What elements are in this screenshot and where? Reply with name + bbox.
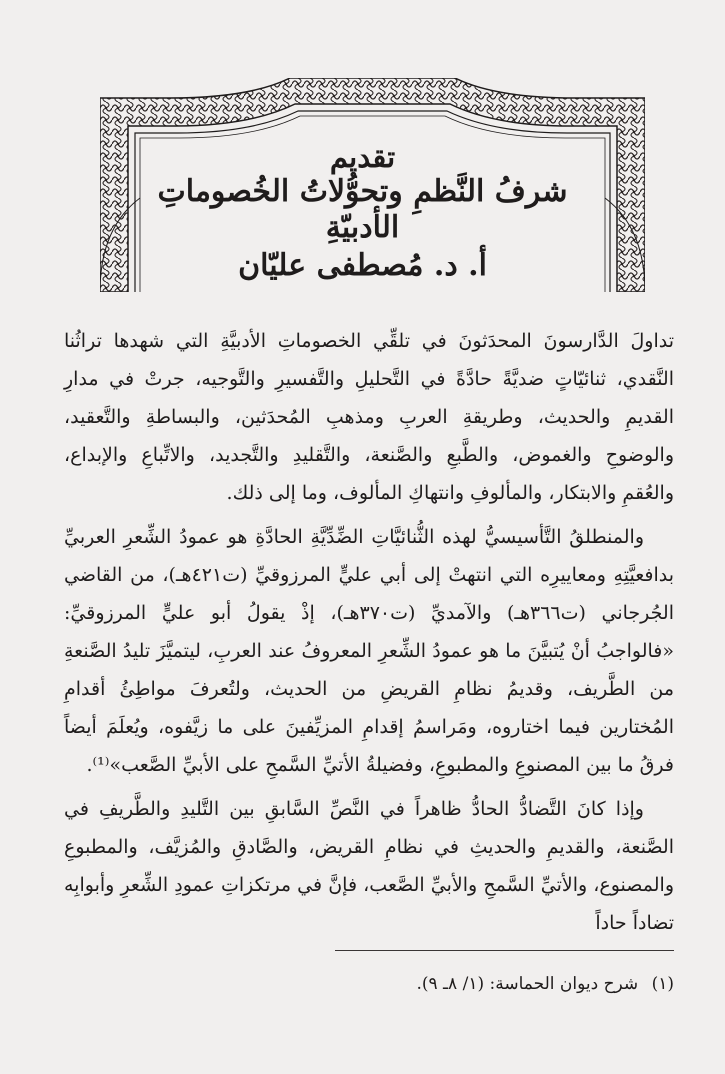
section-title: تقديم <box>329 140 396 174</box>
paragraph: وإذا كانَ التَّضادُّ الحادُّ ظاهراً في النَّصِّ السَّابقِ بين التَّليدِ والطَّريفِ في الصَّنعة، والقديمِ والحديثِ في نظامِ القريض، والصَّادقِ والمُزيَّف، والمطبوعِ والمصنوع، والأتيِّ السَّمحِ والأبيِّ الصَّعب، فإنَّ في مرتكزاتِ عمودِ الشِّعرِ وأبوابِه تضاداً حاداً <box>64 798 674 934</box>
author-name: أ. د. مُصطفى عليّان <box>238 248 487 283</box>
footnote-number: (١) <box>651 974 674 994</box>
footnote-text: شرح ديوان الحماسة: (١/ ٨ـ ٩). <box>416 974 639 994</box>
body-text <box>64 322 674 948</box>
footnote <box>64 970 674 998</box>
header-title-block <box>150 140 575 286</box>
footnote-divider <box>335 950 674 951</box>
paragraph: تداولَ الدَّارسونَ المحدَثونَ في تلقِّي الخصوماتِ الأدبيَّةِ التي شهدها تراثُنا النَّقدي، ثنائيّاتٍ ضديَّةً حادَّةً في التَّحليلِ والتَّفسيرِ والتَّوجيه، جرتْ في مدارِ القديمِ والحديث، وطريقةِ العربِ ومذهبِ المُحدَثين، والبساطةِ والتَّعقيد، والوضوحِ والغموض، والطَّبعِ والصَّنعة، والتَّقليدِ والتَّجديد، والاتِّباعِ والإبداع، والعُقمِ والابتكار، والمألوفِ وانتهاكِ المألوف، وما إلى ذلك. <box>64 330 674 504</box>
section-subtitle: شرفُ النَّظمِ وتحوُّلاتُ الخُصوماتِ الأدبيّةِ <box>157 174 568 245</box>
paragraph: والمنطلقُ التَّأسيسيُّ لهذه الثُّنائيَّاتِ الضِّدِّيَّةِ الحادَّةِ هو عمودُ الشِّعرِ العربيِّ بدافعيَّتِهِ ومعاييرِه التي انتهتْ إلى أبي عليٍّ المرزوقيِّ (ت٤٢١هـ)، من القاضي الجُرجاني (ت٣٦٦هـ) والآمديِّ (ت٣٧٠هـ)، إذْ يقولُ أبو عليٍّ المرزوقيِّ: «فالواجبُ أنْ يُتبيَّنَ ما هو عمودُ الشِّعرِ المعروفُ عند العربِ، ليتميَّزَ تليدُ الصَّنعةِ من الطَّريف، وقديمُ نظامِ القريضِ من الحديث، ولتُعرفَ مواطِئُ أقدامِ المُختارين فيما اختاروه، ومَراسمُ إقدامِ المزيِّفينَ على ما زيَّفوه، ويُعلَمَ أيضاً فرقُ ما بين المصنوعِ والمطبوعِ، وفضيلةُ الأتيِّ السَّمحِ على الأبيِّ الصَّعب»⁽¹⁾. <box>64 526 674 776</box>
